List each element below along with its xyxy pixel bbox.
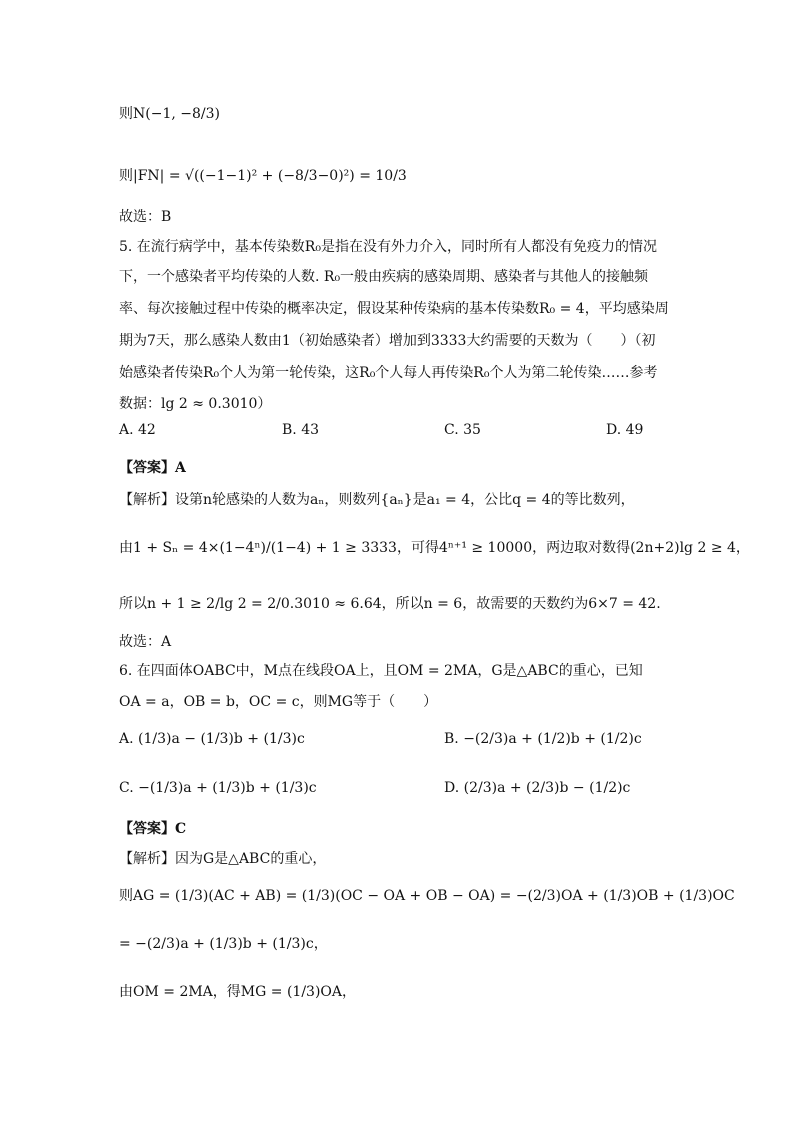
q5-line-2: 下，一个感染者平均传染的人数. R₀一般由疾病的感染周期、感染者与其他人的接触频 <box>119 269 649 285</box>
q6-analysis-2: 则AG = (1/3)(AC + AB) = (1/3)(OC − OA + OB − OA) = −(2/3)OA + (1/3)OB + (1/3)OC <box>119 888 735 904</box>
q6-analysis-3: = −(2/3)a + (1/3)b + (1/3)c， <box>119 936 328 952</box>
choose-b: 故选：B <box>119 209 172 225</box>
q5-option-b: B. 43 <box>282 422 320 438</box>
q5-line-6: 数据：lg 2 ≈ 0.3010） <box>119 396 272 412</box>
q5-analysis-3: 所以n + 1 ≥ 2/lg 2 = 2/0.3010 ≈ 6.64，所以n = 6，故需要的天数约为6×7 = 42. <box>119 596 661 612</box>
q5-line-4: 期为7天，那么感染人数由1（初始感染者）增加到3333大约需要的天数为（ ）（初 <box>119 333 656 349</box>
q5-option-d: D. 49 <box>606 422 644 438</box>
q5-line-3: 率、每次接触过程中传染的概率决定，假设某种传染病的基本传染数R₀ = 4，平均感染周 <box>119 301 669 317</box>
q5-analysis-2: 由1 + Sₙ = 4×(1−4ⁿ)/(1−4) + 1 ≥ 3333，可得4ⁿ⁺¹ ≥ 10000，两边取对数得(2n+2)lg 2 ≥ 4， <box>119 540 750 556</box>
q5-choose: 故选：A <box>119 634 172 650</box>
q6-option-c: C. −(1/3)a + (1/3)b + (1/3)c <box>119 780 317 796</box>
q6-line-2: OA = a，OB = b，OC = c，则MG等于（ ） <box>119 694 438 710</box>
q6-answer: 【答案】C <box>119 821 187 837</box>
fn-distance-line: 则|FN| = √((−1−1)² + (−8/3−0)²) = 10/3 <box>119 168 407 184</box>
q5-line-1: 5. 在流行病学中，基本传染数R₀是指在没有外力介入，同时所有人都没有免疫力的情况 <box>119 239 657 255</box>
q6-analysis-4: 由OM = 2MA，得MG = (1/3)OA， <box>119 984 356 1000</box>
q6-option-b: B. −(2/3)a + (1/2)b + (1/2)c <box>444 731 642 747</box>
q5-analysis-1: 【解析】设第n轮感染的人数为aₙ，则数列{aₙ}是a₁ = 4，公比q = 4的等比数列， <box>119 492 635 508</box>
point-n-line: 则N(−1, −8/3) <box>119 106 220 122</box>
q6-line-1: 6. 在四面体OABC中，M点在线段OA上，且OM = 2MA，G是△ABC的重心，已知 <box>119 663 643 679</box>
q6-analysis-1: 【解析】因为G是△ABC的重心， <box>119 851 327 867</box>
q6-option-d: D. (2/3)a + (2/3)b − (1/2)c <box>444 780 631 796</box>
q6-option-a: A. (1/3)a − (1/3)b + (1/3)c <box>119 731 305 747</box>
q5-answer: 【答案】A <box>119 460 186 476</box>
q5-option-a: A. 42 <box>119 422 156 438</box>
q5-option-c: C. 35 <box>444 422 481 438</box>
q5-line-5: 始感染者传染R₀个人为第一轮传染，这R₀个人每人再传染R₀个人为第二轮传染……参考 <box>119 365 658 381</box>
